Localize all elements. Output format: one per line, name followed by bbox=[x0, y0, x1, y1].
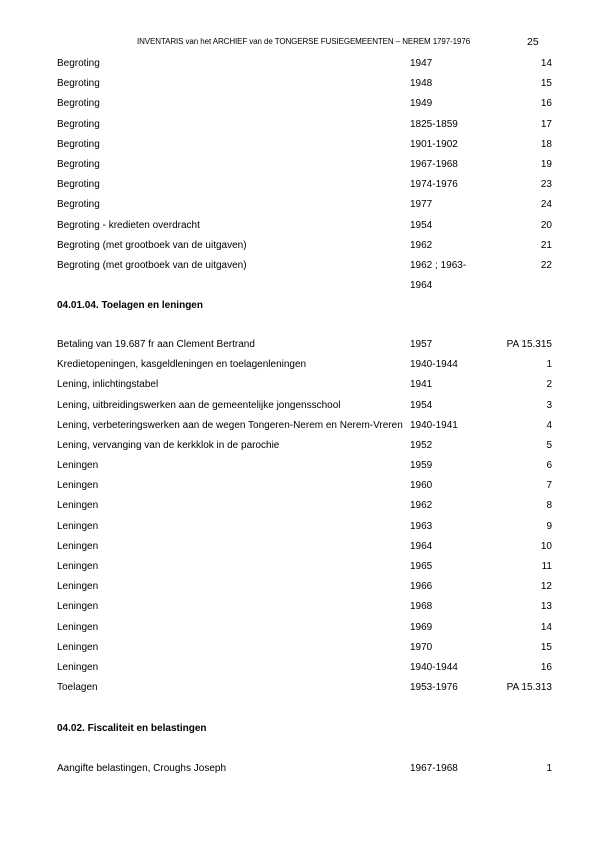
row-description: Leningen bbox=[57, 460, 99, 472]
row-year: 1974-1976 bbox=[410, 179, 458, 191]
row-number: 1 bbox=[546, 763, 552, 774]
row-year: 1952 bbox=[410, 439, 433, 451]
row-number: 9 bbox=[546, 520, 552, 532]
table-row bbox=[57, 479, 552, 493]
row-number: 17 bbox=[540, 118, 552, 130]
table-row bbox=[57, 198, 552, 212]
row-number: 10 bbox=[540, 540, 552, 552]
table-row bbox=[57, 621, 552, 635]
row-description: Leningen bbox=[57, 480, 99, 492]
row-description: Toelagen bbox=[57, 682, 98, 694]
row-year: 1941 bbox=[410, 379, 433, 391]
row-number: 7 bbox=[546, 480, 552, 492]
table-row bbox=[57, 600, 552, 614]
row-number: 8 bbox=[546, 500, 552, 512]
row-description: Leningen bbox=[57, 500, 99, 512]
row-year: 1940-1944 bbox=[410, 661, 458, 673]
row-description: Aangifte belastingen, Croughs Joseph bbox=[57, 763, 227, 774]
section-title-toelagen-en-leningen: 04.01.04. Toelagen en leningen bbox=[57, 300, 203, 311]
row-number: 14 bbox=[540, 621, 552, 633]
row-number: 12 bbox=[540, 581, 552, 593]
row-year: 1962 ; 1963- bbox=[410, 260, 467, 271]
row-number: 24 bbox=[540, 199, 552, 211]
row-number: PA 15.313 bbox=[506, 682, 552, 694]
row-number: 6 bbox=[546, 460, 552, 472]
row-year: 1940-1941 bbox=[410, 419, 458, 431]
row-number: 23 bbox=[540, 179, 552, 191]
row-description: Leningen bbox=[57, 540, 99, 552]
row-number: 15 bbox=[540, 78, 552, 90]
row-year: 1969 bbox=[410, 621, 433, 633]
row-description: Lening, inlichtingstabel bbox=[57, 379, 159, 391]
row-description: Begroting (met grootboek van de uitgaven) bbox=[57, 239, 247, 251]
table-row bbox=[57, 97, 552, 111]
row-description: Leningen bbox=[57, 560, 99, 572]
row-year: 1825-1859 bbox=[410, 118, 458, 130]
table-row bbox=[57, 661, 552, 675]
row-year: 1964 bbox=[410, 540, 433, 552]
table-row bbox=[57, 762, 552, 776]
row-description: Leningen bbox=[57, 601, 99, 613]
row-description: Leningen bbox=[57, 520, 99, 532]
row-number: 22 bbox=[540, 260, 552, 271]
row-year: 1960 bbox=[410, 480, 433, 492]
row-description: Begroting - kredieten overdracht bbox=[57, 219, 200, 231]
row-year: 1963 bbox=[410, 520, 433, 532]
row-number: 14 bbox=[540, 58, 552, 69]
table-row bbox=[57, 560, 552, 574]
row-number: 4 bbox=[546, 419, 552, 431]
row-year: 1962 bbox=[410, 239, 433, 251]
section-title-fiscaliteit-en-belastingen: 04.02. Fiscaliteit en belastingen bbox=[57, 723, 207, 734]
page-number: 25 bbox=[527, 36, 539, 48]
table-row bbox=[57, 239, 552, 253]
table-row bbox=[57, 378, 552, 392]
row-year: 1954 bbox=[410, 399, 433, 411]
row-year: 1957 bbox=[410, 339, 433, 350]
row-number: 11 bbox=[541, 560, 552, 572]
row-year: 1966 bbox=[410, 581, 433, 593]
row-description: Begroting bbox=[57, 179, 100, 191]
row-year: 1959 bbox=[410, 460, 433, 472]
table-row bbox=[57, 459, 552, 473]
row-number: 18 bbox=[540, 138, 552, 150]
table-row bbox=[57, 399, 552, 413]
row-year: 1968 bbox=[410, 601, 433, 613]
table-row bbox=[57, 57, 552, 71]
row-year: 1953-1976 bbox=[410, 682, 458, 694]
row-number: 13 bbox=[540, 601, 552, 613]
table-row bbox=[57, 77, 552, 91]
row-number: 20 bbox=[540, 219, 552, 231]
row-year: 1970 bbox=[410, 641, 433, 653]
row-year: 1977 bbox=[410, 199, 433, 211]
row-number: 5 bbox=[546, 439, 552, 451]
table-row bbox=[57, 259, 552, 273]
table-row bbox=[57, 419, 552, 433]
row-description: Leningen bbox=[57, 621, 99, 633]
table-row bbox=[57, 439, 552, 453]
row-year: 1967-1968 bbox=[410, 159, 458, 170]
row-description: Begroting (met grootboek van de uitgaven) bbox=[57, 260, 247, 271]
row-year: 1949 bbox=[410, 98, 433, 110]
row-number: 15 bbox=[540, 641, 552, 653]
table-row bbox=[57, 540, 552, 554]
row-year: 1965 bbox=[410, 560, 433, 572]
row-year-continuation: 1964 bbox=[410, 280, 433, 291]
table-row bbox=[57, 358, 552, 372]
header-title: INVENTARIS van het ARCHIEF van de TONGERSE FUSIEGEMEENTEN – NEREM 1797-1976 bbox=[137, 37, 471, 46]
row-description: Begroting bbox=[57, 159, 100, 170]
table-row bbox=[57, 158, 552, 172]
row-number: 3 bbox=[546, 399, 552, 411]
row-description: Begroting bbox=[57, 78, 100, 90]
row-description: Begroting bbox=[57, 98, 100, 110]
row-description: Begroting bbox=[57, 138, 100, 150]
row-description: Begroting bbox=[57, 199, 100, 211]
row-year: 1967-1968 bbox=[410, 763, 458, 774]
row-description: Betaling van 19.687 fr aan Clement Bertrand bbox=[57, 339, 255, 350]
row-year: 1954 bbox=[410, 219, 433, 231]
table-row bbox=[57, 219, 552, 233]
row-year: 1948 bbox=[410, 78, 433, 90]
row-year: 1947 bbox=[410, 58, 433, 69]
row-description: Lening, uitbreidingswerken aan de gemeentelijke jongensschool bbox=[57, 399, 341, 411]
table-row bbox=[57, 681, 552, 695]
table-row bbox=[57, 641, 552, 655]
table-row bbox=[57, 118, 552, 132]
row-number: 2 bbox=[546, 379, 552, 391]
row-number: PA 15.315 bbox=[506, 339, 552, 350]
row-description: Begroting bbox=[57, 58, 100, 69]
row-number: 21 bbox=[540, 239, 552, 251]
row-description: Leningen bbox=[57, 661, 99, 673]
row-number: 1 bbox=[546, 359, 552, 371]
row-year: 1901-1902 bbox=[410, 138, 458, 150]
row-number: 19 bbox=[540, 159, 552, 170]
row-description: Lening, vervanging van de kerkklok in de parochie bbox=[57, 439, 280, 451]
table-row bbox=[57, 338, 552, 352]
table-row bbox=[57, 580, 552, 594]
row-number: 16 bbox=[540, 661, 552, 673]
row-description: Leningen bbox=[57, 641, 99, 653]
row-description: Lening, verbeteringswerken aan de wegen Tongeren-Nerem en Nerem-Vreren bbox=[57, 419, 403, 431]
table-row bbox=[57, 499, 552, 513]
table-row-wrap bbox=[57, 279, 552, 293]
page-header bbox=[0, 37, 595, 51]
row-number: 16 bbox=[540, 98, 552, 110]
table-row bbox=[57, 138, 552, 152]
table-row bbox=[57, 520, 552, 534]
table-row bbox=[57, 178, 552, 192]
row-year: 1962 bbox=[410, 500, 433, 512]
row-year: 1940-1944 bbox=[410, 359, 458, 371]
row-description: Leningen bbox=[57, 581, 99, 593]
row-description: Kredietopeningen, kasgeldleningen en toelagenleningen bbox=[57, 359, 307, 371]
row-description: Begroting bbox=[57, 118, 100, 130]
